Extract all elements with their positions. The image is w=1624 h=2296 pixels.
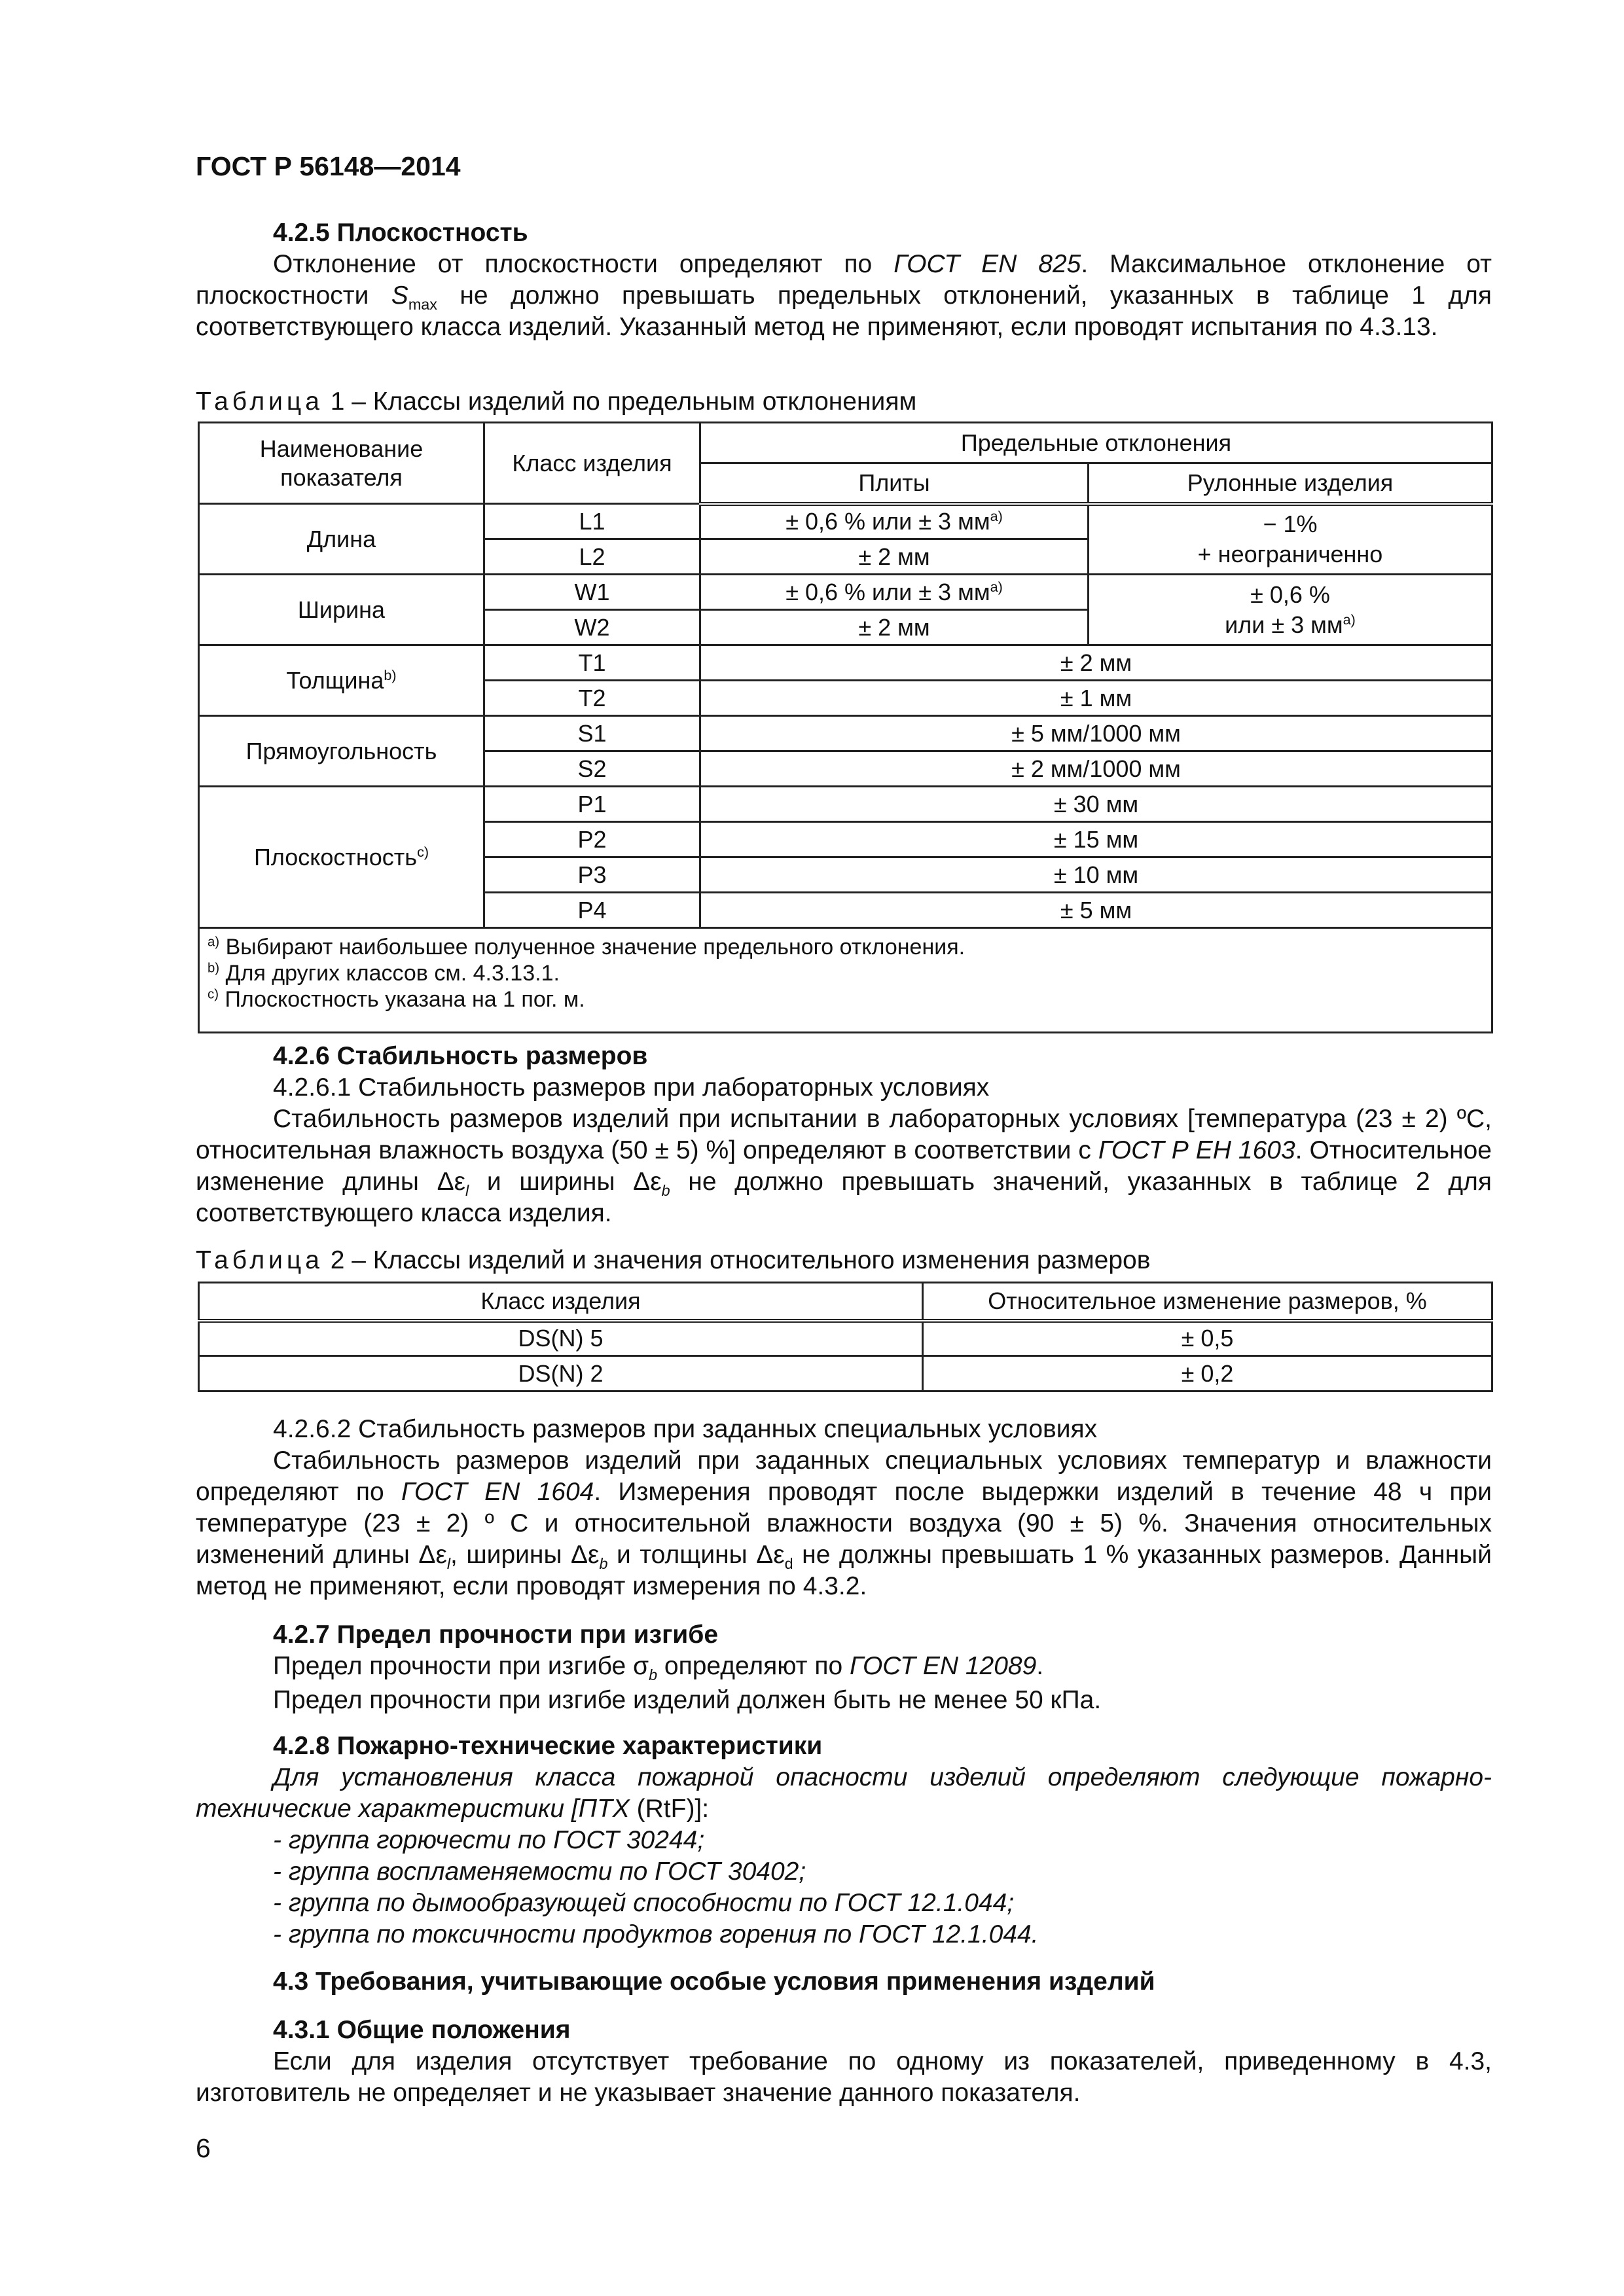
table-1-notes xyxy=(199,928,1492,1033)
cell-class: L1 xyxy=(484,504,700,539)
cell-value: ± 5 мм/1000 мм xyxy=(700,716,1492,751)
section-4-2-8-title: 4.2.8 Пожарно-технические характеристики xyxy=(273,1732,823,1760)
list-item: - группа воспламеняемости по ГОСТ 30402; xyxy=(273,1857,806,1886)
table-2 xyxy=(198,1282,1493,1392)
header-class: Класс изделия xyxy=(484,423,700,504)
section-4-2-7-title: 4.2.7 Предел прочности при изгибе xyxy=(273,1621,719,1649)
section-4-2-8-text: Для установления класса пожарной опасности изделий определяют следующие пожарно-технические характеристики [ПТХ (RtF)]: xyxy=(196,1763,1492,1823)
note-c: $^{c)}$ Плоскостность указана на 1 пог. м. xyxy=(208,987,585,1012)
ref-gost-en-12089: ГОСТ EN 12089 xyxy=(850,1652,1037,1680)
row-flatness: Плоскостность$^{c)}$ xyxy=(199,787,484,928)
list-item: - группа горючести по ГОСТ 30244; xyxy=(273,1826,705,1854)
cell-value: ± 1 мм xyxy=(700,681,1492,716)
section-4-2-6-title: 4.2.6 Стабильность размеров xyxy=(273,1042,648,1070)
table-1-caption: Таблица 1 – Классы изделий по предельным отклонениям xyxy=(196,387,917,416)
header-rolls: Рулонные изделия xyxy=(1089,463,1492,504)
cell-value: ± 0,6 % или ± 3 $мм^{a)}$ xyxy=(700,575,1089,610)
section-4-2-5-text: Отклонение от плоскостности определяют по ГОСТ EN 825. Максимальное отклонение от плоскостности $S_{max}$ не должно превышать предельных отклонений, указанных в таблице 1 для соответствующего класса изделий. Указанный метод не применяют, если проводят испытания по 4.3.13. xyxy=(196,250,1492,341)
section-4-2-5-title: 4.2.5 Плоскостность xyxy=(273,219,528,247)
row-thickness: Толщина$^{b)}$ xyxy=(199,645,484,716)
row-width: Ширина xyxy=(199,575,484,645)
row-length: Длина xyxy=(199,504,484,575)
header-class: Класс изделия xyxy=(199,1283,923,1321)
cell-class: DS(N) 5 xyxy=(199,1321,923,1356)
ref-gost-en-1604: ГОСТ EN 1604 xyxy=(401,1478,594,1506)
cell-class: P3 xyxy=(484,857,700,893)
ref-gost-en-825: ГОСТ EN 825 xyxy=(893,250,1081,278)
cell-value: ± 0,5 xyxy=(923,1321,1492,1356)
section-4-2-6-2-text: Стабильность размеров изделий при заданных специальных условиях температур и влажности определяют по ГОСТ EN 1604. Измерения проводят после выдержки изделий в течение 48 ч при температуре (23 ± 2) º С и относительной влажности воздуха (90 ± 5) %. Значения относительных изменений длины $\Delta\varepsilon_l$, ширины $\Delta\varepsilon_b$ и толщины $\Delta\varepsilon_d$ не должны превышать 1 % указанных размеров. Данный метод не применяют, если проводят измерения по 4.3.2. xyxy=(196,1446,1492,1600)
cell-value: ± 2 мм xyxy=(700,539,1089,575)
header-deviations: Предельные отклонения xyxy=(700,423,1492,463)
cell-class: P2 xyxy=(484,822,700,857)
cell-class: S2 xyxy=(484,751,700,787)
section-4-2-7-text-1: Предел прочности при изгибе $\sigma_b$ определяют по ГОСТ EN 12089. xyxy=(273,1652,1044,1683)
cell-value: ± 15 мм xyxy=(700,822,1492,857)
cell-class: L2 xyxy=(484,539,700,575)
section-4-3-1-title: 4.3.1 Общие положения xyxy=(273,2016,571,2044)
cell-class: S1 xyxy=(484,716,700,751)
cell-value: ± 2 мм/1000 мм xyxy=(700,751,1492,787)
cell-value: ± 2 мм xyxy=(700,645,1492,681)
cell-value: ± 10 мм xyxy=(700,857,1492,893)
page-number: 6 xyxy=(196,2133,211,2163)
section-4-2-6-1-text: Стабильность размеров изделий при испытании в лабораторных условиях [температура (23 ± 2) ºС, относительная влажность воздуха (50 ± 5) %] определяют в соответствии с ГОСТ Р ЕН 1603. Относительное изменение длины $\Delta\varepsilon_l$ и ширины $\Delta\varepsilon_b$ не должно превышать значений, указанных в таблице 2 для соответствующего класса изделия. xyxy=(196,1105,1492,1227)
header-plates: Плиты xyxy=(700,463,1089,504)
standard-header: ГОСТ Р 56148—2014 xyxy=(196,151,461,181)
ref-gost-r-en-1603: ГОСТ Р ЕН 1603 xyxy=(1098,1136,1295,1164)
cell-class: DS(N) 2 xyxy=(199,1356,923,1391)
section-4-2-6-1-title: 4.2.6.1 Стабильность размеров при лабораторных условиях xyxy=(273,1073,990,1102)
header-name: Наименование показателя xyxy=(199,423,484,504)
cell-class: P4 xyxy=(484,893,700,928)
header-change: Относительное изменение размеров, % xyxy=(923,1283,1492,1321)
cell-class: W2 xyxy=(484,610,700,645)
table-1 xyxy=(198,422,1493,1033)
note-a: $^{a)}$ Выбирают наибольшее полученное значение предельного отклонения. xyxy=(208,935,965,960)
cell-value: ± 0,6 % или ± 3 $мм^{a)}$ xyxy=(700,504,1089,539)
section-4-2-6-2-title: 4.2.6.2 Стабильность размеров при заданных специальных условиях xyxy=(273,1415,1098,1443)
note-b: $^{b)}$ Для других классов см. 4.3.13.1. xyxy=(208,961,560,986)
table-2-caption: Таблица 2 – Классы изделий и значения относительного изменения размеров xyxy=(196,1246,1151,1274)
cell-value: ± 30 мм xyxy=(700,787,1492,822)
cell-roll-length: − 1% + неограниченно xyxy=(1089,504,1492,575)
list-item: - группа по токсичности продуктов горения по ГОСТ 12.1.044. xyxy=(273,1920,1039,1948)
cell-value: ± 2 мм xyxy=(700,610,1089,645)
cell-roll-width: ± 0,6 % или ± 3 $мм^{a)}$ xyxy=(1089,575,1492,645)
section-4-3-title: 4.3 Требования, учитывающие особые условия применения изделий xyxy=(273,1967,1155,1996)
cell-class: T2 xyxy=(484,681,700,716)
list-item: - группа по дымообразующей способности по ГОСТ 12.1.044; xyxy=(273,1889,1015,1917)
row-rectangularity: Прямоугольность xyxy=(199,716,484,787)
section-4-3-1-text: Если для изделия отсутствует требование по одному из показателей, приведенному в 4.3, изготовитель не определяет и не указывает значение данного показателя. xyxy=(196,2047,1492,2107)
cell-value: ± 5 мм xyxy=(700,893,1492,928)
cell-value: ± 0,2 xyxy=(923,1356,1492,1391)
section-4-2-7-text-2: Предел прочности при изгибе изделий должен быть не менее 50 кПа. xyxy=(273,1686,1102,1714)
cell-class: T1 xyxy=(484,645,700,681)
cell-class: W1 xyxy=(484,575,700,610)
cell-class: P1 xyxy=(484,787,700,822)
